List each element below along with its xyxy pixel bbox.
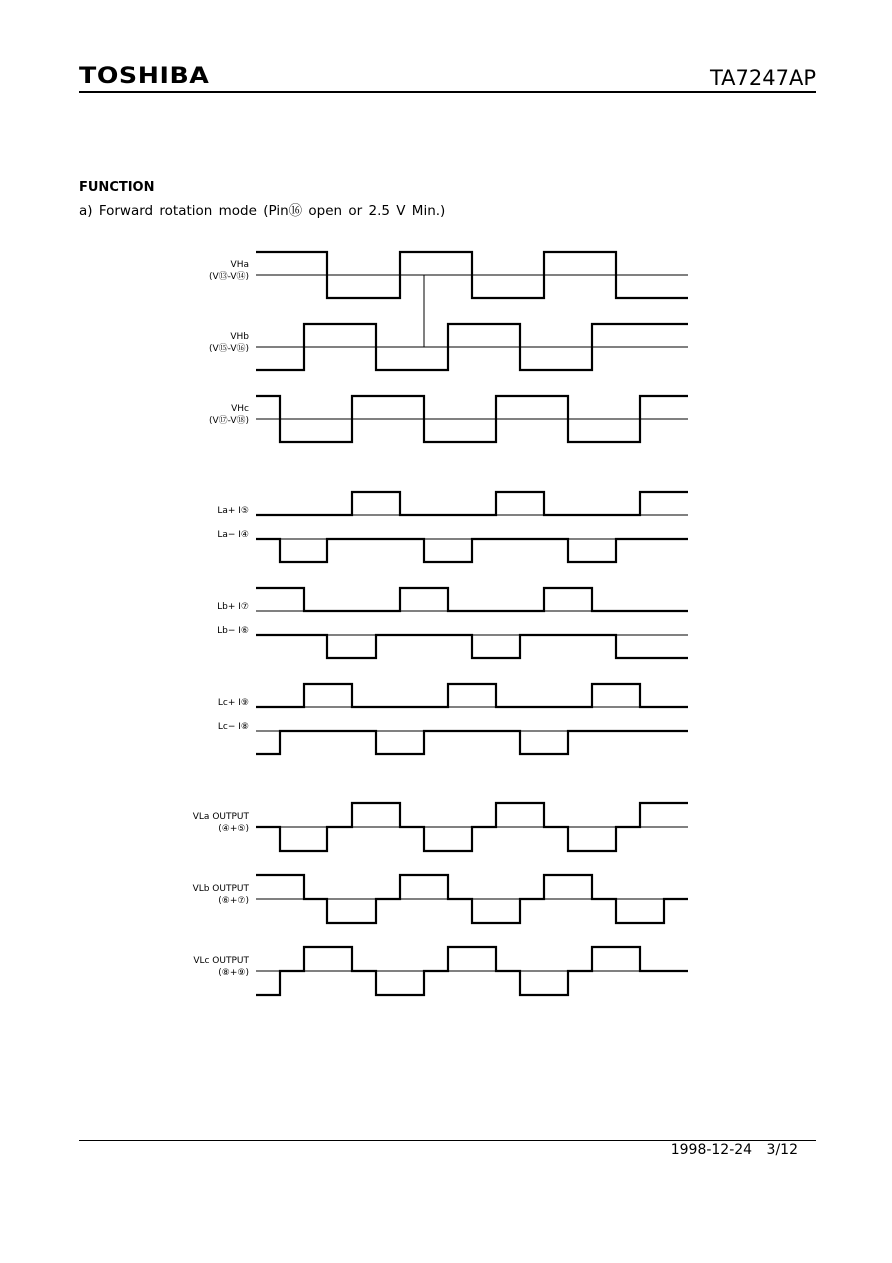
signal-label: VLa OUTPUT [192, 812, 249, 822]
signal-vha [209, 252, 688, 298]
waveform [256, 539, 688, 562]
signal-va-output [193, 803, 688, 851]
signal-label: (④+⑤) [218, 824, 249, 834]
signal-label: La− I④ [217, 530, 249, 540]
signal-label: La+ I⑤ [217, 506, 249, 516]
part-number: TA7247AP [709, 66, 816, 90]
waveform [256, 684, 688, 707]
signal-label: VHa [230, 260, 249, 270]
waveform [256, 492, 688, 515]
signal-la-minus [217, 530, 688, 562]
footer-date: 1998-12-24 [670, 1142, 753, 1158]
signal-label: Lb− I⑥ [217, 626, 249, 636]
signal-label: VLc OUTPUT [193, 956, 249, 966]
signal-lc-plus [218, 684, 688, 708]
signal-label: VHc [231, 404, 249, 414]
signal-label: (⑥+⑦) [218, 896, 249, 906]
footer [671, 1142, 798, 1158]
waveform [256, 731, 688, 754]
signal-vhb [209, 324, 688, 370]
signal-lb-minus [217, 626, 688, 658]
signal-label: Lc− I⑧ [217, 722, 249, 732]
brand-logo: TOSHIBA [79, 64, 210, 89]
signal-label: (V⑮-V⑯) [208, 344, 249, 354]
signal-label: (V⑬-V⑭) [208, 272, 249, 282]
signal-label: VLb OUTPUT [192, 884, 249, 894]
section-subtitle: a) Forward rotation mode (Pin⑯ open or 2.5 V Min.) [79, 203, 446, 219]
section-title: FUNCTION [79, 180, 155, 195]
signal-vb-output [193, 875, 688, 923]
signal-label: Lc+ I⑨ [217, 698, 249, 708]
footer-page: 3/12 [766, 1142, 798, 1158]
signal-lb-plus [217, 588, 688, 612]
waveform [256, 635, 688, 658]
waveform [256, 588, 688, 611]
footer-rule [79, 1140, 816, 1141]
signal-label: VHb [230, 332, 249, 342]
signal-vc-output [193, 947, 688, 995]
signal-la-plus [217, 492, 688, 516]
signal-label: (⑧+⑨) [218, 968, 249, 978]
signal-vhc [209, 396, 688, 442]
signal-label: (V⑰-V⑱) [208, 416, 249, 426]
signal-label: Lb+ I⑦ [217, 602, 249, 612]
signal-lc-minus [218, 722, 688, 754]
